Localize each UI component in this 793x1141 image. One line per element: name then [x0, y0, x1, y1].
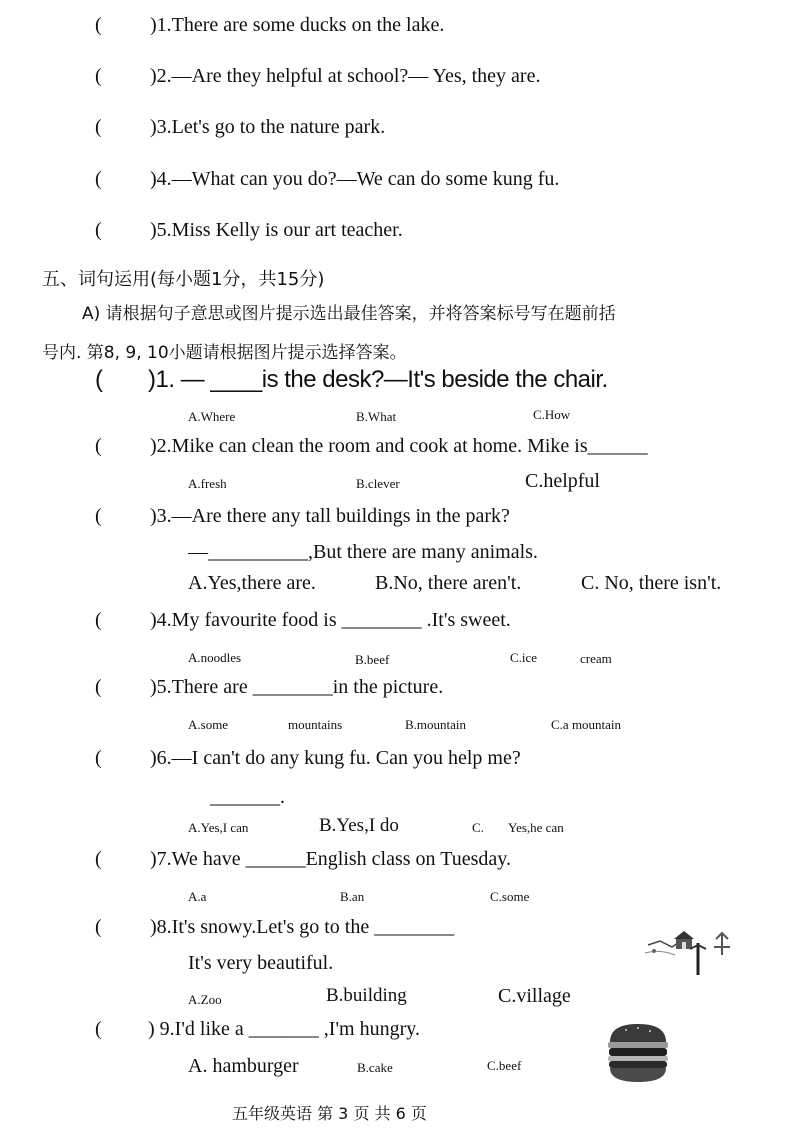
- option-a: A.a: [188, 889, 207, 904]
- option-b: B.building: [326, 985, 407, 1006]
- option-a: A.some: [188, 717, 229, 732]
- option-c: C. No, there isn't.: [581, 572, 722, 594]
- section-heading: 五、词句运用(每小题1分，共15分): [42, 269, 325, 290]
- question-6-stem: )6.—I can't do any kung fu. Can you help me?: [150, 747, 521, 769]
- answer-paren: (: [95, 609, 102, 631]
- question-9-stem: ) 9.I'd like a _______ ,I'm hungry.: [148, 1018, 420, 1040]
- answer-paren: (: [95, 747, 102, 769]
- answer-paren: (: [95, 65, 102, 87]
- option-b: B.beef: [355, 652, 390, 667]
- answer-paren: (: [95, 676, 102, 698]
- answer-paren: (: [95, 1018, 102, 1040]
- option-a: A.Yes,there are.: [188, 572, 316, 594]
- question-3-line2: —__________,But there are many animals.: [188, 541, 538, 563]
- answer-paren: (: [95, 14, 102, 36]
- option-a-cont: mountains: [288, 717, 343, 732]
- tf-item-2: )2.—Are they helpful at school?— Yes, they are.: [150, 65, 541, 87]
- question-4-stem: )4.My favourite food is ________ .It's sweet.: [150, 609, 511, 631]
- option-c: C.beef: [487, 1058, 522, 1073]
- option-c: C.helpful: [525, 470, 600, 492]
- answer-paren: (: [95, 848, 102, 870]
- option-b: B.What: [356, 409, 397, 424]
- option-a: A.Where: [188, 409, 236, 424]
- option-c: C.village: [498, 985, 571, 1007]
- option-c: C.some: [490, 889, 530, 904]
- instruction-line-1: A) 请根据句子意思或图片提示选出最佳答案，并将答案标号写在题前括: [82, 304, 616, 324]
- tf-item-4: )4.—What can you do?—We can do some kung fu.: [150, 168, 560, 190]
- option-c: C.: [472, 820, 484, 835]
- option-b: B.cake: [357, 1060, 393, 1075]
- question-7-stem: )7.We have ______English class on Tuesday.: [150, 848, 511, 870]
- answer-paren: (: [95, 366, 103, 393]
- question-8-line2: It's very beautiful.: [188, 952, 334, 974]
- option-a: A.noodles: [188, 650, 242, 665]
- option-b: B.mountain: [405, 717, 467, 732]
- page-footer: 五年级英语 第 3 页 共 6 页: [232, 1104, 427, 1123]
- question-6-line2: _______.: [210, 786, 285, 808]
- question-1-stem: )1. — ____is the desk?—It's beside the chair.: [148, 366, 608, 393]
- answer-paren: (: [95, 168, 102, 190]
- option-a: A.Zoo: [188, 992, 222, 1007]
- tf-item-1: )1.There are some ducks on the lake.: [150, 14, 445, 36]
- option-c: C.How: [533, 407, 571, 422]
- option-c: C.ice: [510, 650, 538, 665]
- answer-paren: (: [95, 916, 102, 938]
- question-2-stem: )2.Mike can clean the room and cook at home. Mike is______: [150, 435, 648, 457]
- hamburger-icon: [606, 1022, 670, 1084]
- tf-item-3: )3.Let's go to the nature park.: [150, 116, 386, 138]
- answer-paren: (: [95, 435, 102, 457]
- answer-paren: (: [95, 505, 102, 527]
- option-b: B.No, there aren't.: [375, 572, 522, 594]
- answer-paren: (: [95, 219, 102, 241]
- tf-item-5: )5.Miss Kelly is our art teacher.: [150, 219, 403, 241]
- option-a: A.Yes,I can: [188, 820, 249, 835]
- option-c-cont: Yes,he can: [508, 820, 564, 835]
- option-b: B.Yes,I do: [319, 815, 399, 836]
- snowy-village-icon: [640, 925, 740, 983]
- answer-paren: (: [95, 116, 102, 138]
- option-a: A.fresh: [188, 476, 227, 491]
- option-b: B.an: [340, 889, 365, 904]
- option-b: B.clever: [356, 476, 400, 491]
- option-c-cont: cream: [580, 651, 612, 666]
- option-a: A. hamburger: [188, 1055, 299, 1077]
- question-8-stem: )8.It's snowy.Let's go to the ________: [150, 916, 455, 938]
- question-3-stem: )3.—Are there any tall buildings in the park?: [150, 505, 510, 527]
- instruction-line-2: 号内. 第8, 9, 10小题请根据图片提示选择答案。: [42, 343, 407, 363]
- question-5-stem: )5.There are ________in the picture.: [150, 676, 444, 698]
- option-c: C.a mountain: [551, 717, 622, 732]
